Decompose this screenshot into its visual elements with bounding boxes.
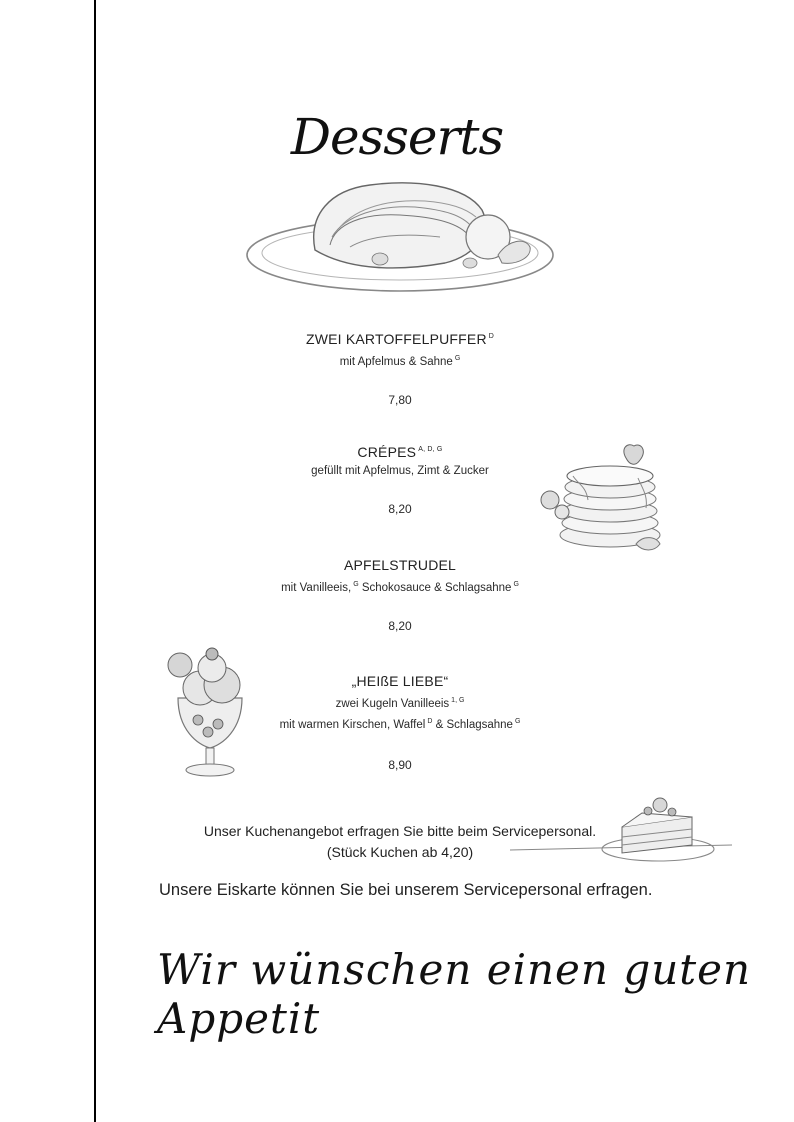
allergen-code: D — [427, 717, 433, 725]
margin-line — [94, 0, 96, 1122]
pancake-stack-icon — [528, 440, 688, 565]
farewell-text: Wir wünschen einen guten Appetit — [157, 945, 752, 1043]
item-description: & Schlagsahne — [435, 718, 513, 731]
allergen-code: G — [514, 717, 521, 725]
allergen-code: G — [353, 581, 359, 588]
item-name: ZWEI KARTOFFELPUFFER — [305, 331, 487, 347]
cake-price-line: (Stück Kuchen ab 4,20) — [326, 844, 474, 860]
item-name: APFELSTRUDEL — [343, 557, 457, 573]
ice-menu-note: Unsere Eiskarte können Sie bei unserem Servicepersonal erfragen. — [159, 881, 653, 899]
item-price: 8,20 — [388, 618, 412, 633]
allergen-code: G — [513, 581, 519, 588]
item-description: gefüllt mit Apfelmus, Zimt & Zucker — [311, 465, 489, 477]
item-description: mit warmen Kirschen, Waffel — [279, 718, 426, 731]
menu-item-heisse-liebe — [200, 673, 600, 772]
page-title: Desserts — [290, 108, 504, 166]
menu-item-kartoffelpuffer — [200, 331, 600, 407]
item-description: mit Apfelmus & Sahne — [339, 355, 453, 368]
allergen-code: G — [454, 355, 461, 362]
strudel-plate-icon — [240, 175, 560, 300]
item-price: 7,80 — [388, 392, 412, 407]
allergen-code: D — [488, 333, 495, 341]
item-description: Schokosauce & Schlagsahne — [361, 581, 512, 594]
item-price: 8,20 — [388, 502, 412, 516]
cake-offer-note — [190, 821, 610, 863]
allergen-code: 1, G — [451, 697, 465, 704]
item-description: mit Vanilleeis, — [281, 581, 352, 594]
item-name: CRÉPES — [357, 444, 417, 460]
menu-item-apfelstrudel — [200, 557, 600, 633]
item-name: „HEIßE LIEBE“ — [351, 673, 449, 689]
item-price: 8,90 — [388, 757, 412, 772]
allergen-code: A, D, G — [418, 446, 443, 454]
item-description: zwei Kugeln Vanilleeis — [335, 697, 450, 710]
cake-offer-line: Unser Kuchenangebot erfragen Sie bitte beim Servicepersonal. — [203, 823, 597, 839]
